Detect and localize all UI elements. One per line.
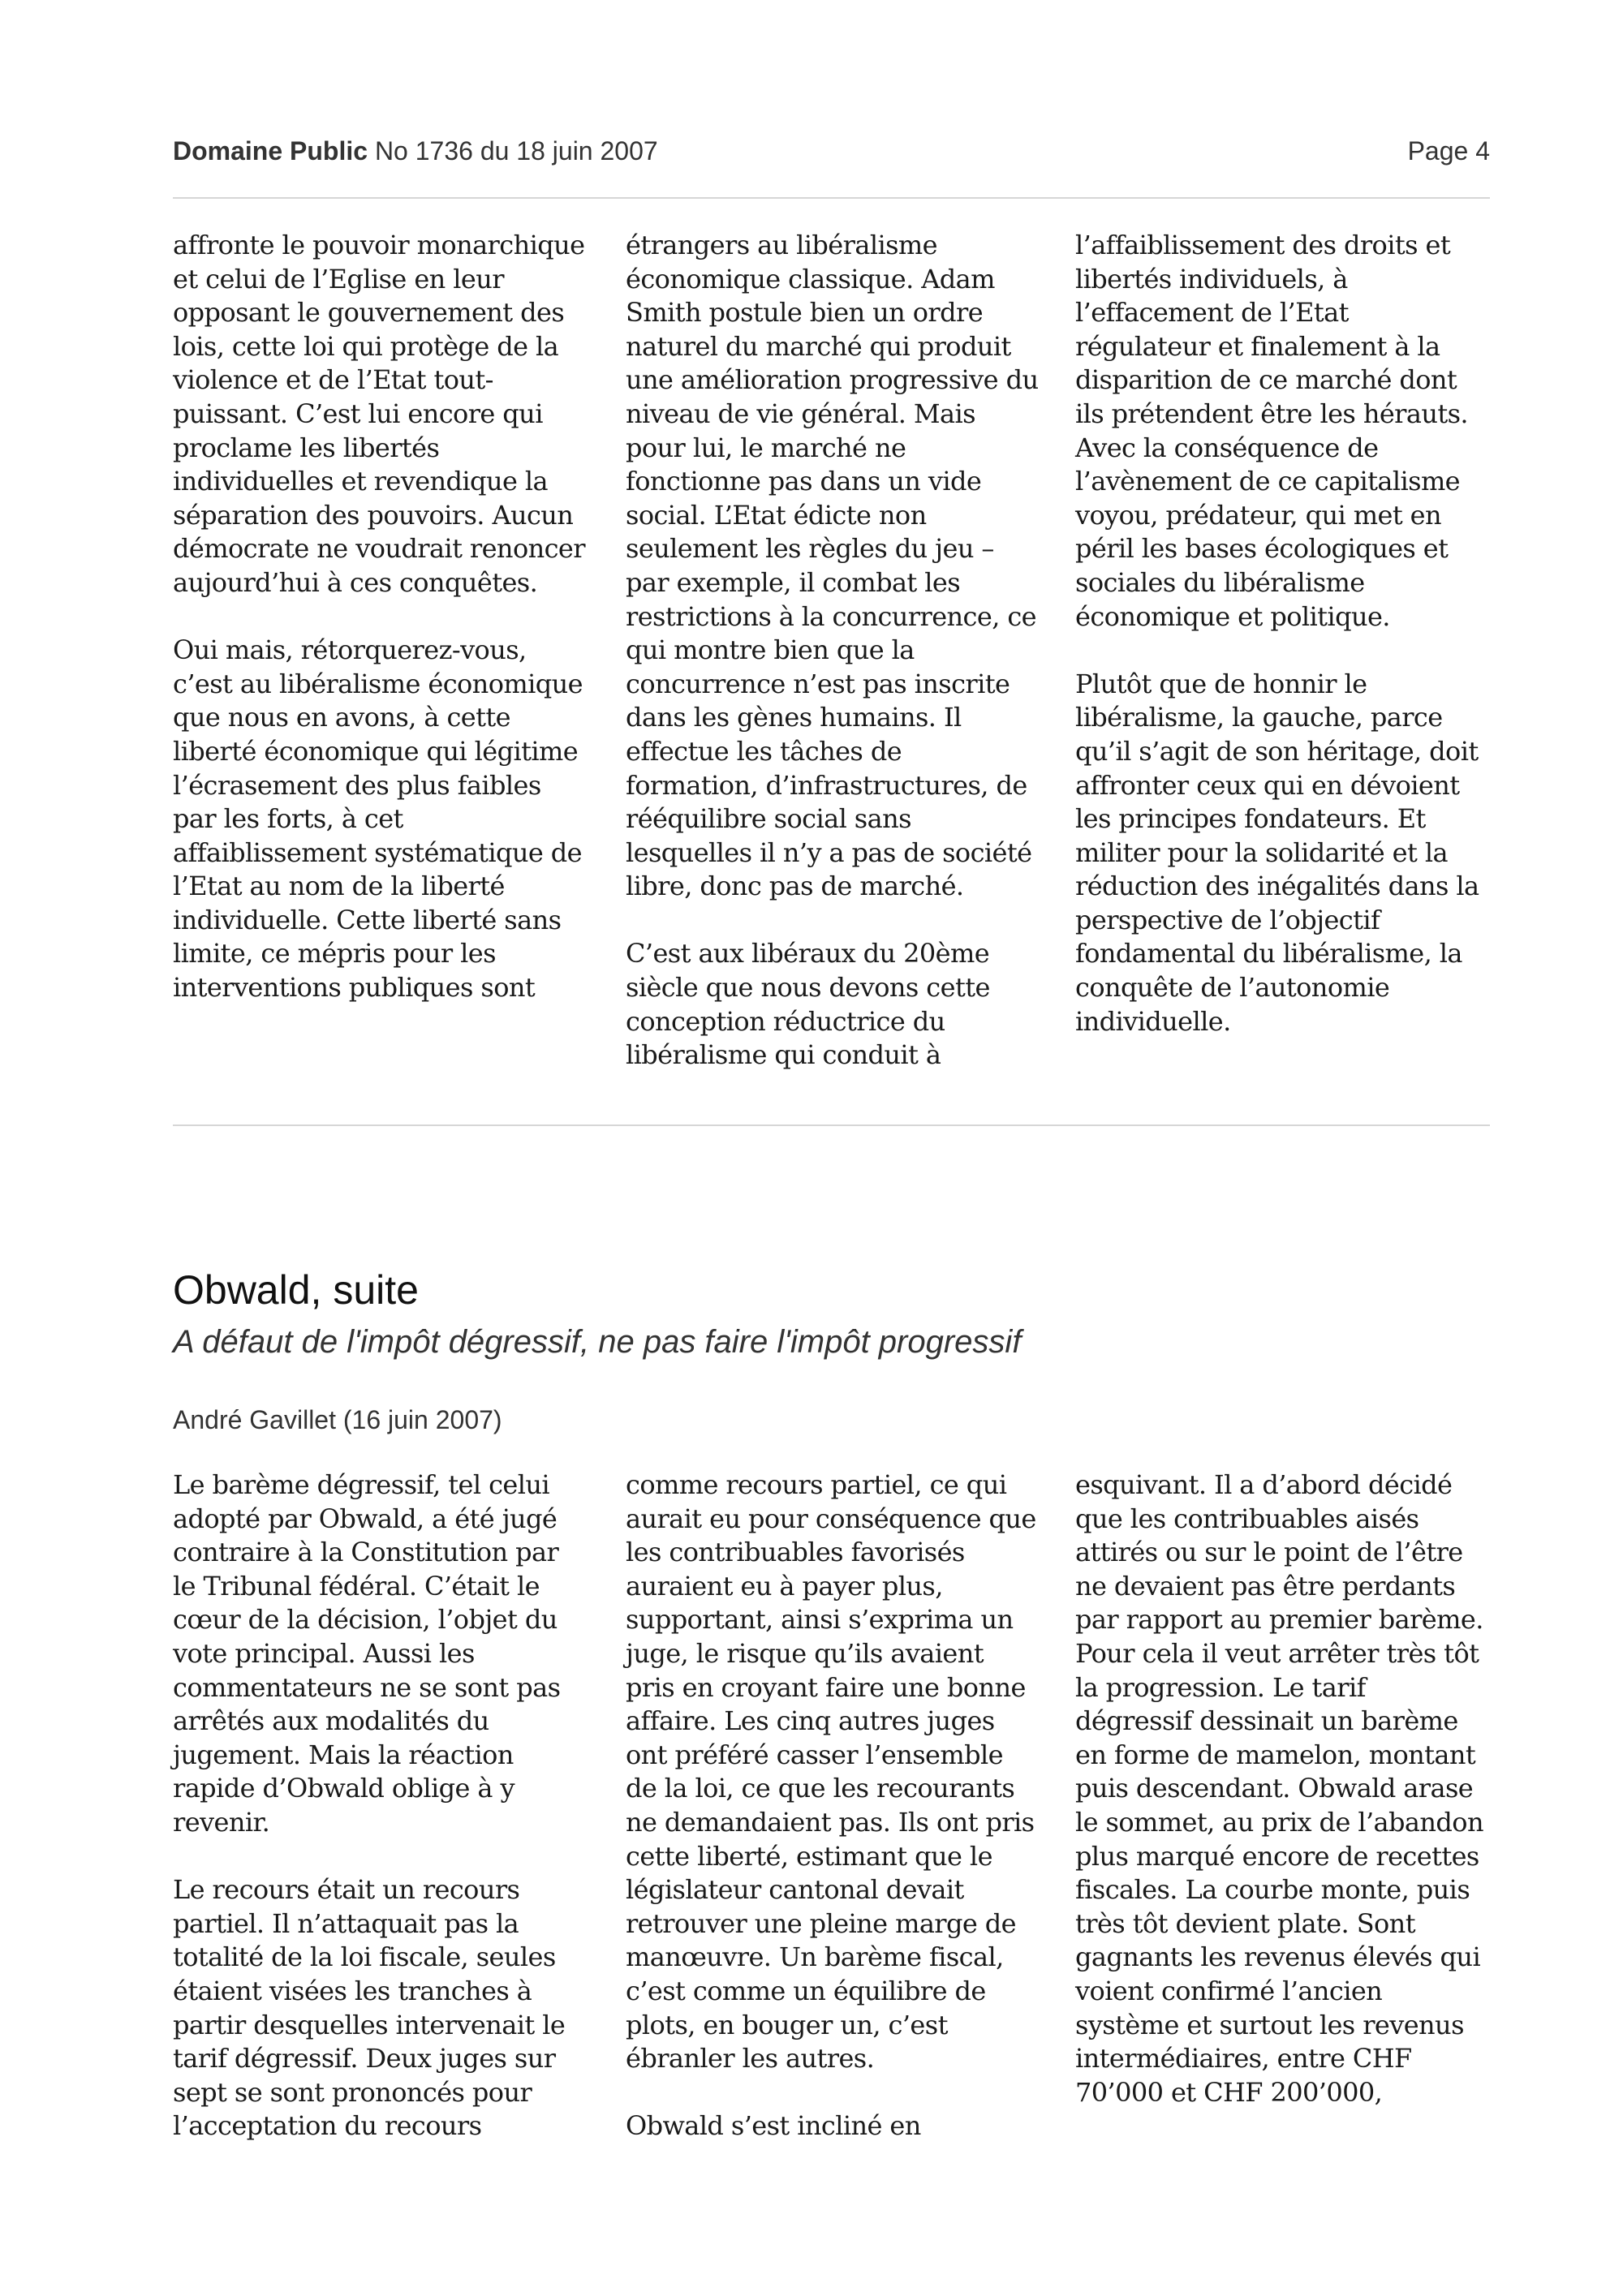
page-header: [173, 135, 1490, 167]
article-column-2: [626, 1468, 1040, 2143]
page-number: Page 4: [1407, 136, 1490, 166]
paragraph: Le barème dégressif, tel celui adopté par Obwald, a été jugé contraire à la Constitution par le Tribunal fédéral. C’était le cœur de la décision, l’objet du vote principal. Aussi les commentateurs ne se sont pas arrêtés aux modalités du jugement. Mais la réaction rapide d’Obwald oblige à y revenir.: [173, 1469, 561, 1838]
article-column-3: [1075, 1468, 1489, 2109]
paragraph: l’affaiblissement des droits et libertés individuels, à l’effacement de l’Etat régulateur et finalement à la disparition de ce marché dont ils prétendent être les hérauts. Avec la conséquence de l’avènement de ce capitalisme voyou, prédateur, qui met en péril les bases écologiques et sociales du libéralisme économique et politique.: [1075, 230, 1469, 632]
paragraph: comme recours partiel, ce qui aurait eu pour conséquence que les contribuables favorisés auraient eu à payer plus, supportant, ainsi s’exprima un juge, le risque qu’ils avaient pris en croyant faire une bonne affaire. Les cinq autres juges ont préféré casser l’ensemble de la loi, ce que les recourants ne demandaient pas. Ils ont pris cette liberté, estimant que le législateur cantonal devait retrouver une pleine marge de manœuvre. Un barème fiscal, c’est comme un équilibre de plots, en bouger un, c’est ébranler les autres.: [626, 1469, 1036, 2075]
paragraph: Obwald s’est incliné en: [626, 2110, 921, 2142]
header-divider: [173, 197, 1490, 199]
article-byline: André Gavillet (16 juin 2007): [173, 1405, 502, 1434]
paragraph: étrangers au libéralisme économique classique. Adam Smith postule bien un ordre naturel du marché qui produit une amélioration progressive du niveau de vie général. Mais pour lui, le marché ne fonctionne pas dans un vide social. L’Etat édicte non seulement les règles du jeu – par exemple, il combat les restrictions à la concurrence, ce qui montre bien que la concurrence n’est pas inscrite dans les gènes humains. Il effectue les tâches de formation, d’infrastructures, de rééquilibre social sans lesquelles il n’y a pas de société libre, donc pas de marché.: [626, 230, 1039, 902]
paragraph: C’est aux libéraux du 20ème siècle que nous devons cette conception réductrice du libéralisme qui conduit à: [626, 938, 990, 1071]
continued-column-1: [173, 229, 587, 1005]
publication-name: Domaine Public: [173, 136, 368, 166]
issue-info: No 1736 du 18 juin 2007: [374, 136, 658, 166]
article-subtitle: A défaut de l'impôt dégressif, ne pas faire l'impôt progressif: [173, 1324, 1022, 1360]
paragraph: Le recours était un recours partiel. Il n’attaquait pas la totalité de la loi fiscale, seules étaient visées les tranches à partir desquelles intervenait le tarif dégressif. Deux juges sur sept se sont prononcés pour l’acceptation du recours: [173, 1874, 566, 2142]
continued-column-3: [1075, 229, 1489, 1038]
paragraph: Oui mais, rétorquerez-vous, c’est au libéralisme économique que nous en avons, à cette liberté économique qui légitime l’écrasement des plus faibles par les forts, à cet affaiblissement systématique de l’Etat au nom de la liberté individuelle. Cette liberté sans limite, ce mépris pour les interventions publiques sont: [173, 634, 583, 1004]
paragraph: Plutôt que de honnir le libéralisme, la gauche, parce qu’il s’agit de son héritage, doit affronter ceux qui en dévoient les principes fondateurs. Et militer pour la solidarité et la réduction des inégalités dans la perspective de l’objectif fondamental du libéralisme, la conquête de l’autonomie individuelle.: [1075, 668, 1479, 1037]
paragraph: affronte le pouvoir monarchique et celui de l’Eglise en leur opposant le gouvernement des lois, cette loi qui protège de la violence et de l’Etat tout-puissant. C’est lui encore qui proclame les libertés individuelles et revendique la séparation des pouvoirs. Aucun démocrate ne voudrait renoncer aujourd’hui à ces conquêtes.: [173, 230, 585, 598]
article-column-1: [173, 1468, 587, 2143]
paragraph: esquivant. Il a d’abord décidé que les contribuables aisés attirés ou sur le point de l’être ne devaient pas être perdants par rapport au premier barème. Pour cela il veut arrêter très tôt la progression. Le tarif dégressif dessinait un barème en forme de mamelon, montant puis descendant. Obwald arase le sommet, au prix de l’abandon plus marqué encore de recettes fiscales. La courbe monte, puis très tôt devient plate. Sont gagnants les revenus élevés qui voient confirmé l’ancien système et surtout les revenus intermédiaires, entre CHF 70’000 et CHF 200’000,: [1075, 1469, 1483, 2108]
article-divider: [173, 1124, 1490, 1126]
continued-column-2: [626, 229, 1040, 1073]
article-title: Obwald, suite: [173, 1267, 419, 1313]
